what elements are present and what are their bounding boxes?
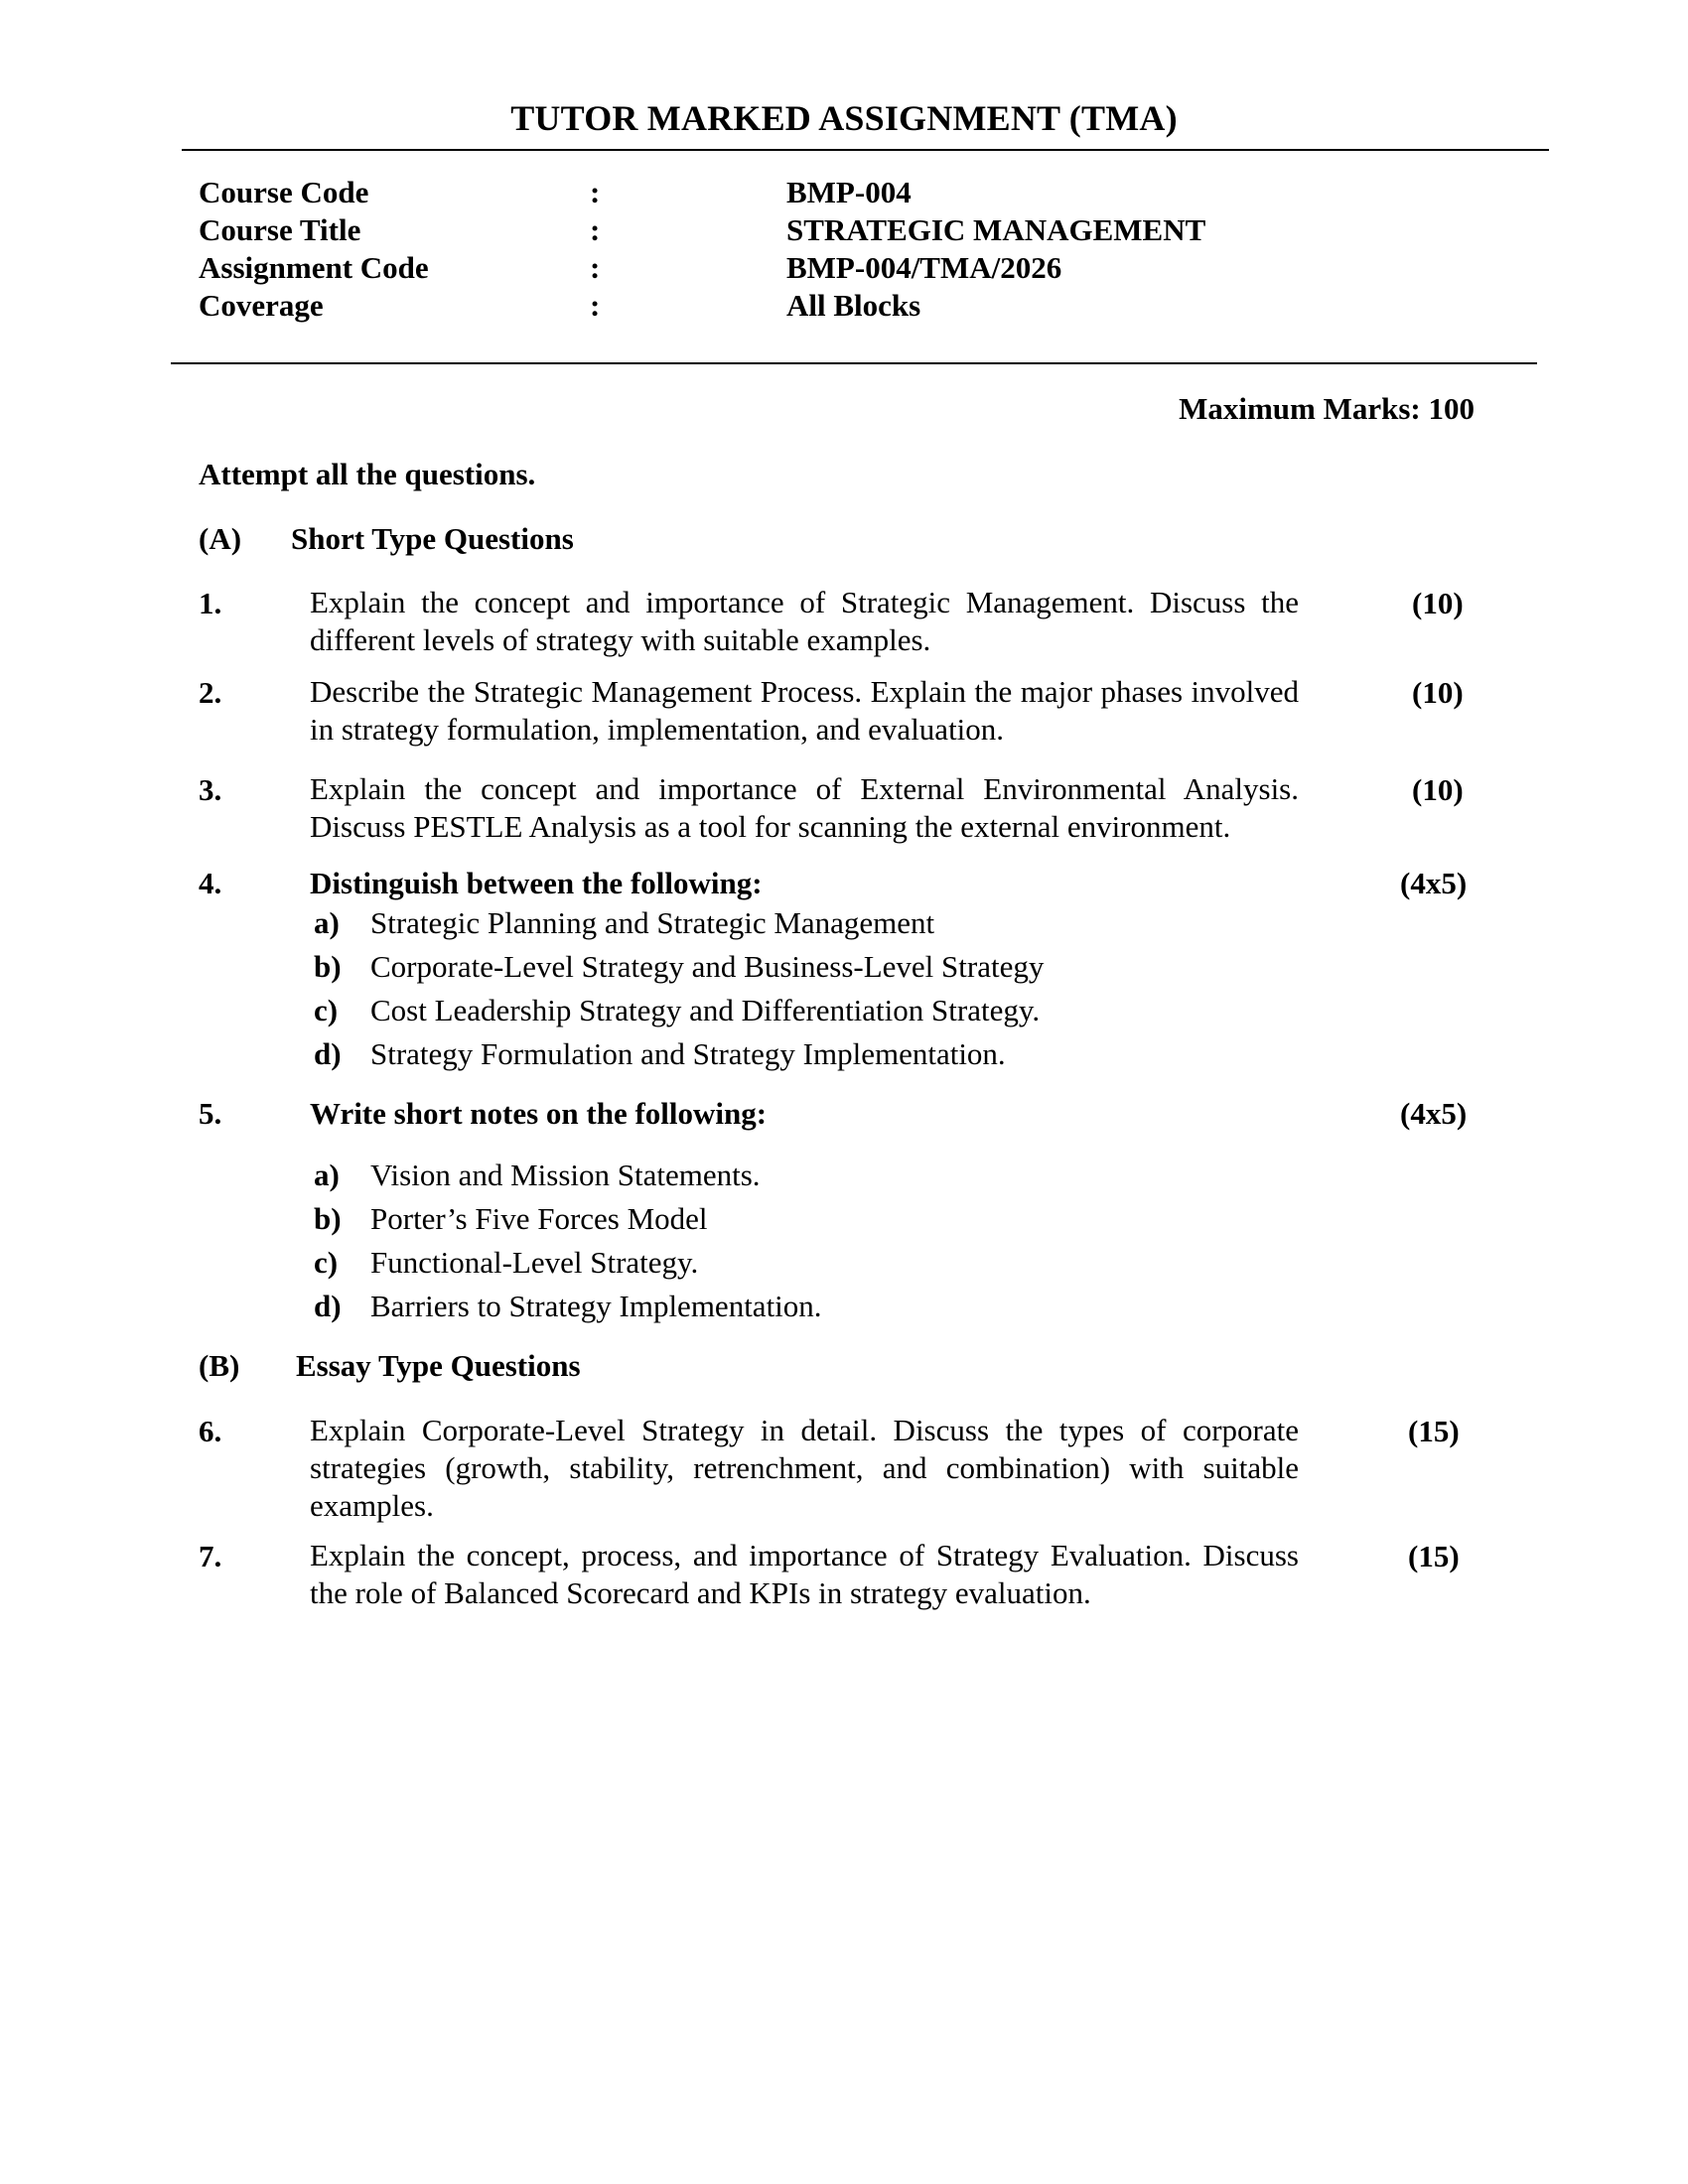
sub-item-text: Corporate-Level Strategy and Business-Level Strategy [370,949,1045,984]
question-marks: (10) [1412,675,1464,710]
maximum-marks: Maximum Marks: 100 [1179,391,1475,426]
question-text: Explain the concept and importance of External Environmental Analysis. Discuss PESTLE Analysis as a tool for scanning the external environment. [310,771,1299,844]
sub-item-label: b) [314,949,342,984]
question-text: Describe the Strategic Management Process. Explain the major phases involved in strategy formulation, implementation, and evaluation. [310,674,1299,747]
question-marks: (4x5) [1400,866,1468,900]
section-label: (B) [199,1348,240,1383]
sub-item-label: c) [314,1245,339,1280]
info-separator: : [590,250,601,285]
section-title: Essay Type Questions [296,1348,581,1383]
question-marks: (15) [1408,1539,1460,1573]
info-separator: : [590,212,601,247]
question-heading: Distinguish between the following: [310,866,763,900]
top-divider [182,149,1549,151]
info-value: All Blocks [786,288,921,323]
sub-item-label: a) [314,905,340,940]
sub-item-text: Porter’s Five Forces Model [370,1201,708,1236]
question-number: 1. [199,586,222,620]
sub-item-text: Cost Leadership Strategy and Differentiation Strategy. [370,993,1041,1027]
question-text: Explain the concept and importance of Strategic Management. Discuss the different levels of strategy with suitable examples. [310,585,1299,657]
question-marks: (10) [1412,586,1464,620]
sub-item-label: b) [314,1201,342,1236]
section-label: (A) [199,521,242,556]
sub-item-text: Functional-Level Strategy. [370,1245,699,1280]
question-number: 2. [199,675,222,710]
question-heading: Write short notes on the following: [310,1096,768,1131]
section-title: Short Type Questions [291,521,574,556]
sub-item-text: Vision and Mission Statements. [370,1158,761,1192]
document-title: TUTOR MARKED ASSIGNMENT (TMA) [510,98,1178,138]
sub-item-label: d) [314,1289,342,1323]
info-separator: : [590,288,601,323]
sub-item-label: c) [314,993,339,1027]
info-label: Coverage [199,288,324,323]
question-number: 6. [199,1414,222,1448]
info-value: STRATEGIC MANAGEMENT [786,212,1206,247]
info-value: BMP-004 [786,175,912,209]
question-text: Explain Corporate-Level Strategy in detail. Discuss the types of corporate strategies (growth, stability, retrenchment, and combination) with suitable examples. [310,1413,1299,1523]
question-marks: (4x5) [1400,1096,1468,1131]
info-value: BMP-004/TMA/2026 [786,250,1062,285]
question-marks: (10) [1412,772,1464,807]
sub-item-label: a) [314,1158,340,1192]
instruction-text: Attempt all the questions. [199,457,536,491]
info-separator: : [590,175,601,209]
sub-item-text: Barriers to Strategy Implementation. [370,1289,822,1323]
question-number: 4. [199,866,222,900]
header-bottom-divider [171,362,1537,364]
info-label: Course Code [199,175,369,209]
question-number: 7. [199,1539,222,1573]
question-text: Explain the concept, process, and importance of Strategy Evaluation. Discuss the role of Balanced Scorecard and KPIs in strategy evaluation. [310,1538,1299,1610]
question-number: 3. [199,772,222,807]
question-number: 5. [199,1096,222,1131]
sub-item-text: Strategic Planning and Strategic Management [370,905,935,940]
info-label: Assignment Code [199,250,429,285]
info-label: Course Title [199,212,361,247]
sub-item-label: d) [314,1036,342,1071]
question-marks: (15) [1408,1414,1460,1448]
sub-item-text: Strategy Formulation and Strategy Implementation. [370,1036,1006,1071]
